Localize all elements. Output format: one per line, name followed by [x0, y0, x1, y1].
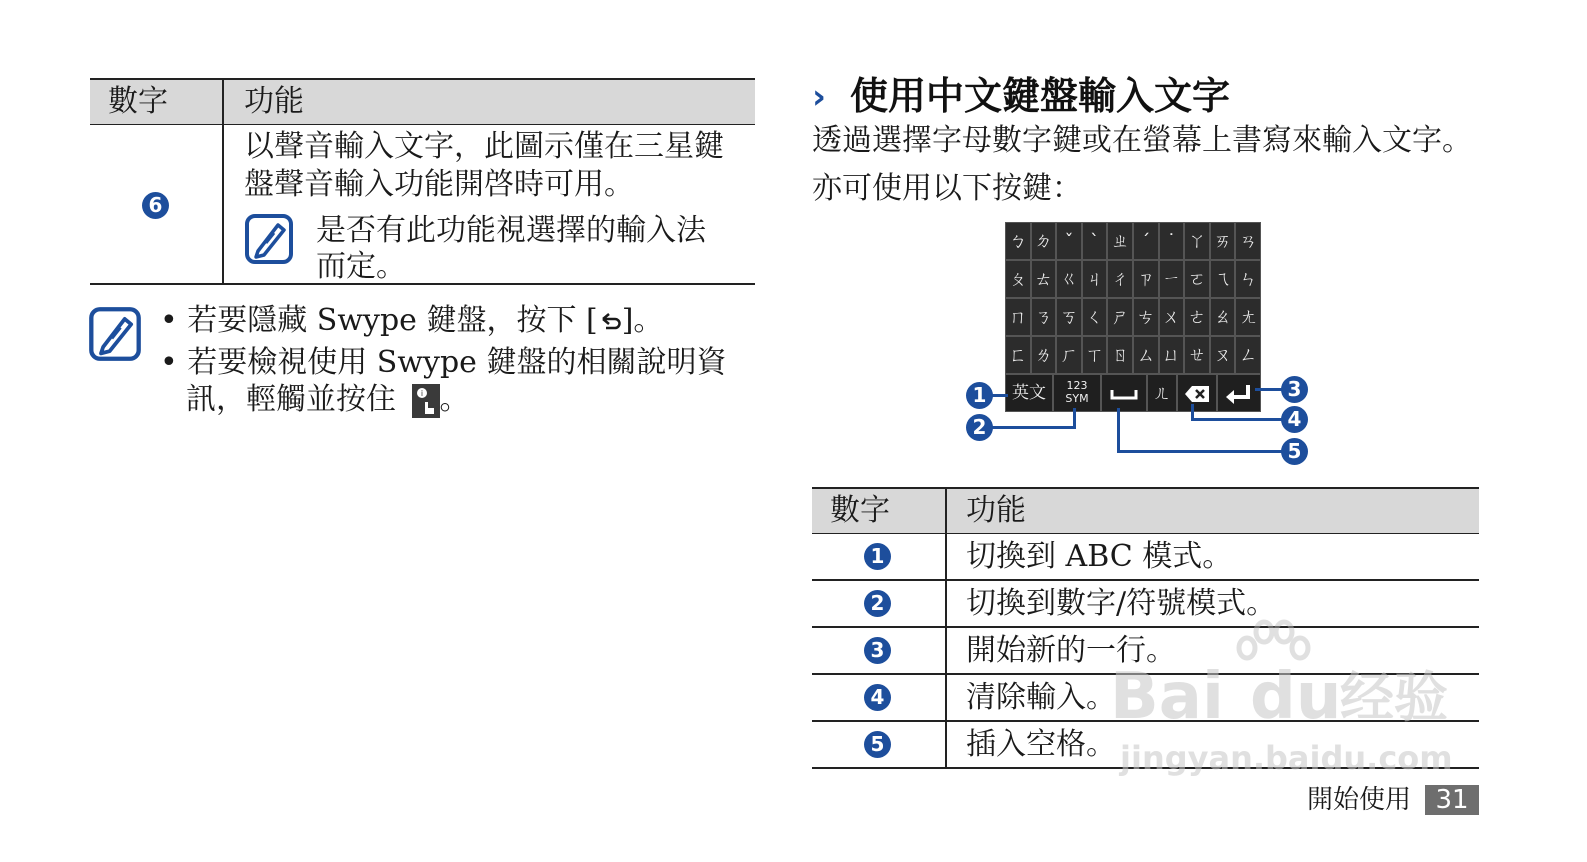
- enter-key[interactable]: [1217, 374, 1261, 412]
- keyboard-key[interactable]: ㄇ: [1005, 298, 1031, 336]
- keyboard-key[interactable]: ㄠ: [1210, 298, 1236, 336]
- callout-line-2v: [1073, 408, 1076, 428]
- keyboard-key[interactable]: ˊ: [1133, 222, 1159, 260]
- keyboard-key[interactable]: ㄕ: [1107, 298, 1133, 336]
- table-header-number: 數字: [108, 84, 168, 119]
- callout-1: 1: [966, 382, 993, 409]
- lang-switch-key[interactable]: 英文: [1005, 374, 1053, 412]
- note-icon: [244, 213, 294, 265]
- table-row-divider: [812, 579, 1479, 581]
- space-icon: [1109, 384, 1139, 404]
- number-badge: 5: [864, 731, 891, 758]
- table-header-row: [812, 489, 1479, 534]
- note-icon: [88, 306, 142, 362]
- table-column-divider: [222, 80, 224, 284]
- table-bottom-rule: [90, 283, 755, 285]
- keyboard-key[interactable]: ㄧ: [1159, 260, 1185, 298]
- section-intro-line1: 透過選擇字母數字鍵或在螢幕上書寫來輸入文字。: [812, 123, 1472, 158]
- keyboard-key[interactable]: ˙: [1159, 222, 1185, 260]
- help-key-icon: [412, 384, 440, 418]
- enter-icon: [1224, 383, 1254, 405]
- keyboard-key[interactable]: ㄞ: [1210, 222, 1236, 260]
- note-text-line2: 而定。: [316, 249, 406, 284]
- keyboard-key[interactable]: ㄡ: [1210, 336, 1236, 374]
- row-text-line1: 以聲音輸入文字，此圖示僅在三星鍵: [244, 129, 724, 164]
- backspace-icon: [1183, 384, 1211, 404]
- keyboard-key[interactable]: ㄈ: [1005, 336, 1031, 374]
- number-badge: 1: [864, 543, 891, 570]
- num-sym-top: 123: [1066, 379, 1088, 392]
- num-sym-bottom: SYM: [1065, 392, 1089, 405]
- callout-3: 3: [1281, 376, 1308, 403]
- keyboard-key[interactable]: ㄊ: [1031, 260, 1057, 298]
- section-marker: ›: [812, 77, 827, 117]
- keyboard-key[interactable]: ㄉ: [1031, 222, 1057, 260]
- bullet-hide-swype: [160, 302, 663, 341]
- keyboard-key[interactable]: ㄋ: [1031, 298, 1057, 336]
- page-number: 31: [1425, 785, 1479, 815]
- table-column-divider: [945, 489, 947, 768]
- bullet-help-line2: [186, 381, 470, 419]
- er-key[interactable]: ㄦ: [1147, 374, 1177, 412]
- keyboard-key[interactable]: ㄙ: [1133, 336, 1159, 374]
- keyboard-key[interactable]: ㄢ: [1235, 222, 1261, 260]
- callout-line-5v: [1117, 408, 1120, 452]
- table-header-number: 數字: [830, 493, 890, 528]
- paw-icon: [1232, 618, 1312, 678]
- keyboard-key[interactable]: ㄝ: [1184, 336, 1210, 374]
- bullet-hide-end: ]。: [621, 303, 664, 338]
- keyboard-key[interactable]: ㄓ: [1107, 222, 1133, 260]
- keyboard-key[interactable]: ㄎ: [1056, 298, 1082, 336]
- keyboard-key[interactable]: ㄌ: [1031, 336, 1057, 374]
- keyboard-key[interactable]: ㄤ: [1235, 298, 1261, 336]
- keyboard-key[interactable]: ㄖ: [1107, 336, 1133, 374]
- keyboard-key[interactable]: ㄆ: [1005, 260, 1031, 298]
- bullet-help-line1: • 若要檢視使用 Swype 鍵盤的相關說明資: [160, 345, 727, 380]
- bullet-help-end: 。: [439, 382, 470, 417]
- watermark-brand: Bai: [1110, 660, 1224, 734]
- table-row-text: 切換到 ABC 模式。: [966, 539, 1233, 574]
- note-text-line1: 是否有此功能視選擇的輸入法: [316, 213, 706, 248]
- keyboard-key[interactable]: ˋ: [1082, 222, 1108, 260]
- number-badge: 4: [864, 684, 891, 711]
- keyboard-key[interactable]: ㄨ: [1159, 298, 1185, 336]
- row-text-line2: 盤聲音輸入功能開啓時可用。: [244, 167, 634, 202]
- svg-text:i: i: [420, 389, 423, 398]
- table-row-text: 開始新的一行。: [966, 633, 1176, 668]
- callout-line-2h: [990, 426, 1076, 429]
- callout-2: 2: [966, 414, 993, 441]
- callout-line-5h: [1117, 450, 1283, 453]
- keyboard-key[interactable]: ㄗ: [1133, 260, 1159, 298]
- table-row-text: 清除輸入。: [966, 680, 1116, 715]
- keyboard-key[interactable]: ㄚ: [1184, 222, 1210, 260]
- keyboard-key[interactable]: ㄜ: [1184, 298, 1210, 336]
- callout-line-4h: [1191, 418, 1283, 421]
- bullet-help-text: 訊，輕觸並按住: [186, 382, 396, 417]
- number-badge-6: 6: [142, 192, 169, 219]
- keyboard-key[interactable]: ㄩ: [1159, 336, 1185, 374]
- watermark-url: jingyan.baidu.com: [1120, 739, 1453, 777]
- keyboard-key[interactable]: ㄔ: [1107, 260, 1133, 298]
- table-header-function: 功能: [966, 493, 1026, 528]
- number-badge: 2: [864, 590, 891, 617]
- table-row-divider: [812, 626, 1479, 628]
- keyboard-key[interactable]: ㄛ: [1184, 260, 1210, 298]
- keyboard-key[interactable]: ㄒ: [1082, 336, 1108, 374]
- callout-4: 4: [1281, 406, 1308, 433]
- bullet-hide-text: • 若要隱藏 Swype 鍵盤，按下 [: [160, 303, 598, 338]
- callout-line-3: [1255, 388, 1283, 391]
- number-badge: 3: [864, 637, 891, 664]
- keyboard-key[interactable]: ㄍ: [1056, 260, 1082, 298]
- keyboard-key[interactable]: ㄥ: [1235, 336, 1261, 374]
- section-intro-line2: 亦可使用以下按鍵：: [812, 171, 1082, 206]
- keyboard-key[interactable]: ㄑ: [1082, 298, 1108, 336]
- keyboard-key[interactable]: ㄣ: [1235, 260, 1261, 298]
- zhuyin-keyboard: [1005, 222, 1261, 412]
- space-key[interactable]: [1101, 374, 1147, 412]
- keyboard-key[interactable]: ㄘ: [1133, 298, 1159, 336]
- watermark-cn: 经验: [1340, 666, 1448, 729]
- footer-section-label: 開始使用: [1307, 785, 1412, 815]
- callout-5: 5: [1281, 438, 1308, 465]
- backspace-key[interactable]: [1177, 374, 1217, 412]
- num-sym-key[interactable]: [1053, 374, 1101, 412]
- keyboard-key[interactable]: ㄐ: [1082, 260, 1108, 298]
- keyboard-key[interactable]: ㄟ: [1210, 260, 1236, 298]
- table-header-row: [90, 80, 755, 125]
- back-key-icon: [598, 303, 622, 341]
- keyboard-key[interactable]: ㄅ: [1005, 222, 1031, 260]
- table-row-text: 插入空格。: [966, 727, 1116, 762]
- section-title: 使用中文鍵盤輸入文字: [850, 74, 1231, 118]
- watermark-brand2: du: [1250, 660, 1342, 734]
- keyboard-key[interactable]: ˇ: [1056, 222, 1082, 260]
- table-header-function: 功能: [244, 84, 304, 119]
- keyboard-key[interactable]: ㄏ: [1056, 336, 1082, 374]
- table-row-text: 切換到數字/符號模式。: [966, 586, 1277, 621]
